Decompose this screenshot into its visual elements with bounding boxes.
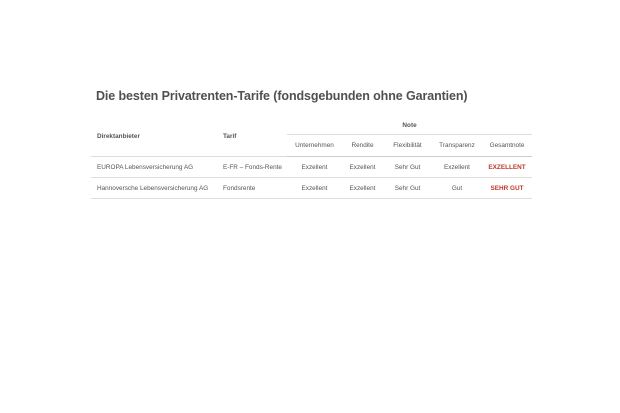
flexibility-rating-cell: Sehr Gut bbox=[383, 157, 432, 178]
header-return: Rendite bbox=[342, 135, 383, 157]
header-transparency: Transparenz bbox=[432, 135, 482, 157]
header-company: Unternehmen bbox=[287, 135, 342, 157]
table-row bbox=[91, 157, 532, 178]
company-rating-cell: Exzellent bbox=[287, 178, 342, 199]
tariff-comparison-table bbox=[91, 116, 532, 199]
provider-cell: Hannoversche Lebensversicherung AG bbox=[91, 178, 217, 199]
overall-rating-cell: EXZELLENT bbox=[482, 157, 532, 178]
flexibility-rating-cell: Sehr Gut bbox=[383, 178, 432, 199]
header-flexibility: Flexibilität bbox=[383, 135, 432, 157]
page-title: Die besten Privatrenten-Tarife (fondsgebunden ohne Garantien) bbox=[96, 89, 468, 103]
return-rating-cell: Exzellent bbox=[342, 178, 383, 199]
return-rating-cell: Exzellent bbox=[342, 157, 383, 178]
header-overall: Gesamtnote bbox=[482, 135, 532, 157]
header-provider: Direktanbieter bbox=[97, 132, 140, 140]
header-tariff: Tarif bbox=[223, 132, 237, 140]
tariff-cell: Fondsrente bbox=[217, 178, 287, 199]
company-rating-cell: Exzellent bbox=[287, 157, 342, 178]
table-row bbox=[91, 178, 532, 199]
overall-rating-cell: SEHR GUT bbox=[482, 178, 532, 199]
provider-cell: EUROPA Lebensversicherung AG bbox=[91, 157, 217, 178]
header-note-group: Note bbox=[287, 116, 532, 135]
tariff-cell: E-FR – Fonds-Rente bbox=[217, 157, 287, 178]
transparency-rating-cell: Gut bbox=[432, 178, 482, 199]
transparency-rating-cell: Exzellent bbox=[432, 157, 482, 178]
